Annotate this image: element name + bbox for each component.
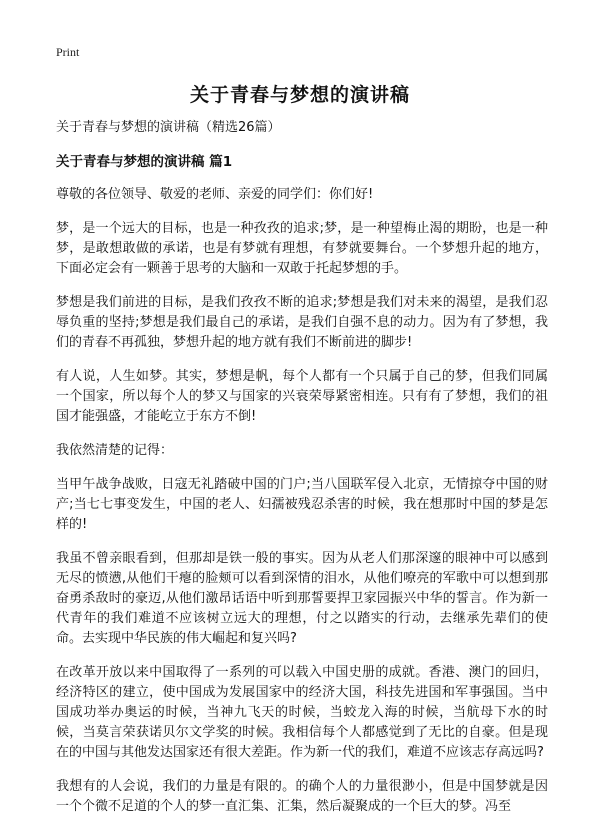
document-body xyxy=(56,118,548,828)
paragraph: 我想有的人会说，我们的力量是有限的。的确个人的力量很渺小，但是中国梦就是因一个个微不足道的个人的梦一直汇集、汇集，然后凝聚成的一个巨大的梦。冯至 xyxy=(56,779,548,814)
paragraph: 有人说，人生如梦。其实，梦想是帆，每个人都有一个只属于自己的梦，但我们同属一个国家，所以每个人的梦又与国家的兴衰荣辱紧密相连。只有有了梦想，我们的祖国才能强盛，才能屹立于东方不倒! xyxy=(56,369,548,424)
document-title: 关于青春与梦想的演讲稿 xyxy=(189,84,410,106)
paragraph: 我依然清楚的记得： xyxy=(56,443,174,458)
print-label[interactable]: Print xyxy=(56,45,80,59)
paragraph: 在改革开放以来中国取得了一系列的可以载入中国史册的成就。香港、澳门的回归，经济特区的建立，使中国成为发展国家中的经济大国，科技先进国和军事强国。当中国成功举办奥运的时候，当神九飞天的时候，当蛟龙入海的时候，当航母下水的时候，当莫言荣获诺贝尔文学奖的时候。我相信每个人都感觉到了无比的自豪。但是现在的中国与其他发达国家还有很大差距。作为新一代的我们，难道不应该志存高远吗? xyxy=(56,665,548,760)
paragraph-greeting: 尊敬的各位领导、敬爱的老师、亲爱的同学们：你们好! xyxy=(56,187,374,202)
paragraph: 梦，是一个远大的目标，也是一种孜孜的追求;梦，是一种望梅止渴的期盼，也是一种梦，是敢想敢做的承诺，也是有梦就有理想，有梦就要舞台。一个梦想升起的地方，下面必定会有一颗善于思考的大脑和一双敢于托起梦想的手。 xyxy=(56,221,548,276)
paragraph: 当甲午战争战败，日寇无礼踏破中国的门户;当八国联军侵入北京，无情掠夺中国的财产;当七七事变发生，中国的老人、妇孺被残忍杀害的时候，我在想那时中国的梦是怎样的! xyxy=(56,477,548,532)
paragraph: 我虽不曾亲眼看到，但那却是铁一般的事实。因为从老人们那深邃的眼神中可以感到无尽的愤懑,从他们干瘪的脸颊可以看到深情的泪水，从他们嘹亮的军歌中可以想到那奋勇杀敌时的豪迈,从他们激昂话语中听到那誓要捍卫家园振兴中华的誓言。作为新一代青年的我们难道不应该树立远大的理想，付之以踏实的行动，去继承先辈们的使命。去实现中华民族的伟大崛起和复兴吗? xyxy=(56,551,548,646)
paragraph: 梦想是我们前进的目标，是我们孜孜不断的追求;梦想是我们对未来的渴望，是我们忍辱负重的坚持;梦想是我们最自己的承诺，是我们自强不息的动力。因为有了梦想，我们的青春不再孤独，梦想升起的地方就有我们不断前进的脚步! xyxy=(56,295,548,350)
section-heading: 关于青春与梦想的演讲稿 篇1 xyxy=(56,154,233,170)
document-subtitle: 关于青春与梦想的演讲稿（精选26篇） xyxy=(56,120,281,135)
